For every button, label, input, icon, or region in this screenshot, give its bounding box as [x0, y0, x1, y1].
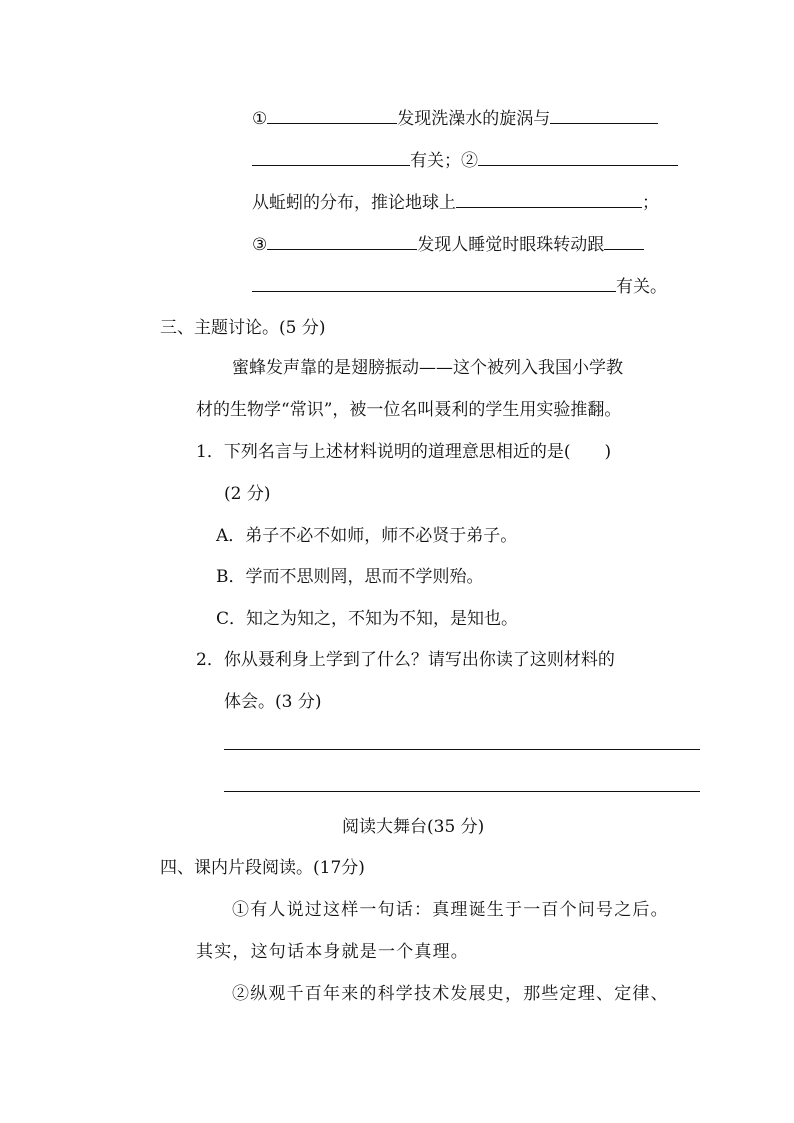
fill-line-5	[252, 275, 667, 298]
reading-section-title: 阅读大舞台(35 分)	[342, 817, 485, 837]
section4-heading: 四、课内片段阅读。(17分)	[160, 858, 365, 878]
option-b[interactable]: B．学而不思则罔，思而不学则殆。	[216, 567, 484, 587]
question1-stem: 1．下列名言与上述材料说明的道理意思相近的是( )	[196, 442, 612, 462]
answer-blank[interactable]	[267, 107, 397, 124]
passage-paragraph1-line1: ①有人说过这样一句话：真理诞生于一百个问号之后。	[232, 900, 669, 920]
section3-paragraph-line1: 蜜蜂发声靠的是翅膀振动——这个被列入我国小学教	[232, 358, 623, 378]
fill-line-2	[252, 149, 678, 172]
passage-paragraph2-line1: ②纵观千百年来的科学技术发展史，那些定理、定律、	[232, 984, 669, 1004]
section3-heading: 三、主题讨论。(5 分)	[160, 318, 326, 338]
section3-paragraph-line2: 材的生物学“常识”，被一位名叫聂利的学生用实验推翻。	[196, 400, 622, 420]
answer-blank[interactable]	[604, 233, 644, 250]
fill-text: ；	[642, 193, 659, 213]
option-a[interactable]: A．弟子不必不如师，师不必贤于弟子。	[216, 526, 518, 546]
fill-text: 发现洗澡水的旋涡与	[397, 109, 551, 129]
answer-blank[interactable]	[267, 233, 417, 250]
circle-number-1: ①	[252, 109, 268, 129]
fill-text: 有关。	[616, 277, 667, 297]
answer-line-1[interactable]	[224, 749, 700, 750]
fill-line-1	[252, 107, 658, 130]
passage-paragraph1-line2: 其实，这句话本身就是一个真理。	[196, 942, 469, 962]
answer-blank[interactable]	[252, 149, 410, 166]
question2-score: 体会。(3 分)	[224, 692, 322, 712]
answer-blank[interactable]	[550, 107, 658, 124]
answer-blank[interactable]	[252, 275, 616, 292]
fill-text: 有关；②	[410, 151, 478, 171]
answer-line-2[interactable]	[224, 791, 700, 792]
fill-line-3	[252, 191, 659, 214]
fill-text: 从蚯蚓的分布，推论地球上	[252, 193, 456, 213]
answer-blank[interactable]	[456, 191, 642, 208]
circle-number-3: ③	[252, 235, 268, 255]
question1-score: (2 分)	[224, 484, 271, 504]
option-c[interactable]: C．知之为知之，不知为不知，是知也。	[216, 609, 519, 629]
question2-stem: 2．你从聂利身上学到了什么？请写出你读了这则材料的	[196, 650, 615, 670]
fill-text: 发现人睡觉时眼珠转动跟	[417, 235, 605, 255]
fill-line-4	[252, 233, 644, 256]
answer-blank[interactable]	[478, 149, 678, 166]
